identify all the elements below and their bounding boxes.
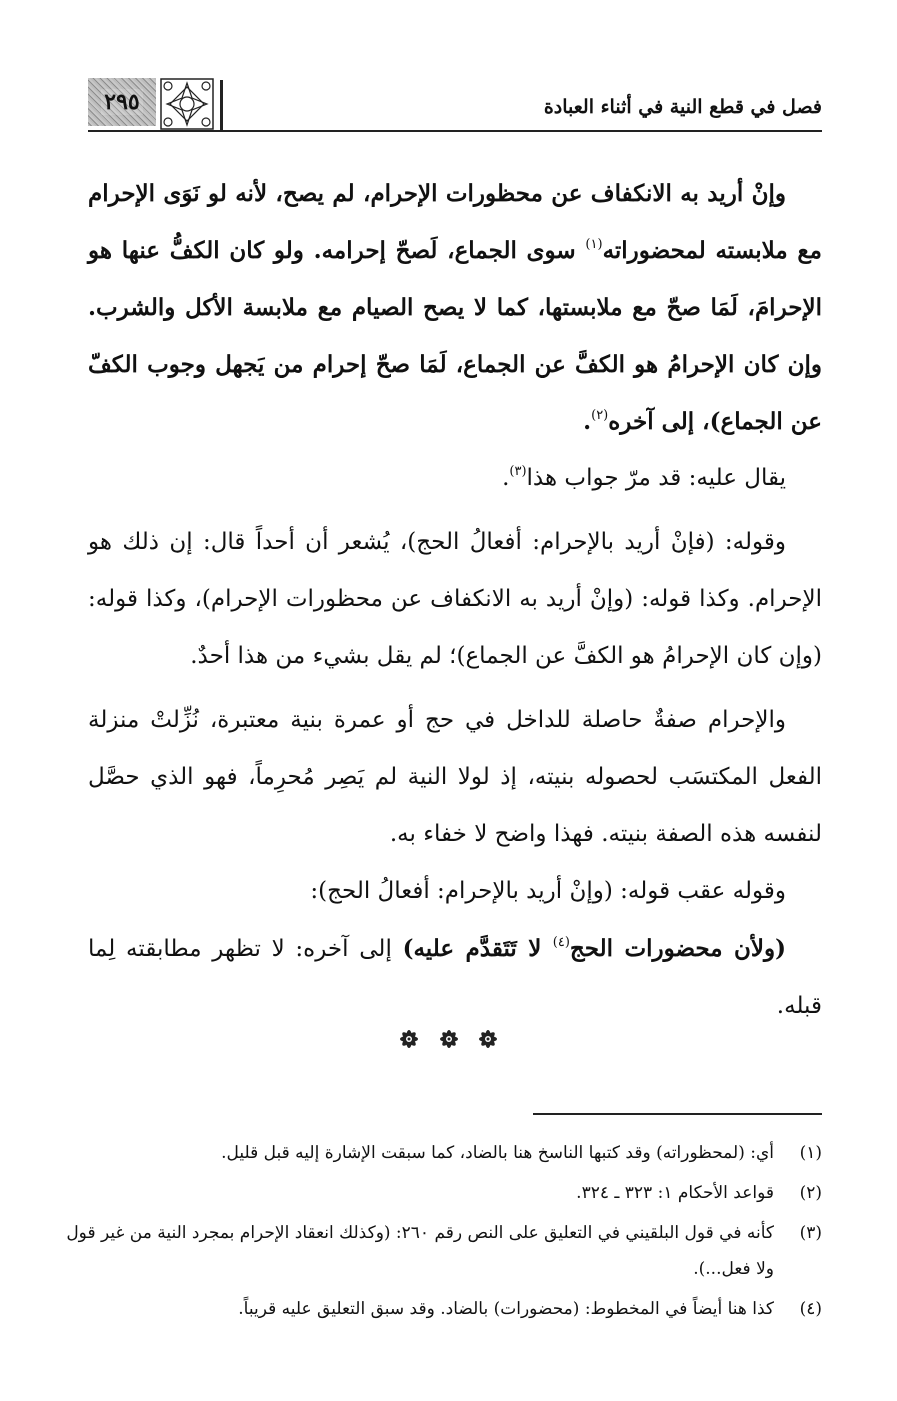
paragraph-1-part-c: .: [583, 408, 592, 435]
running-header: [88, 78, 822, 132]
paragraph-5: وقوله عقب قوله: (وإنْ أريد بالإحرام: أفعالُ الحج):: [310, 878, 786, 904]
paragraph-6-quote-a: (ولأن محضورات الحج: [569, 935, 787, 962]
paragraph-1-part-b: سوى الجماع، لَصحّ إحرامه. ولو كان الكفُّ عنها هو الإحرامَ، لَمَا صحّ مع ملابستها، كما لا يصح الصيام مع ملابسة الأكل والشرب. وإن كان الإحرامُ هو الكفَّ عن الجماع، لَمَا صحّ إحرام من يَجهل وجوب الكفّ عن الجماع)، إلى آخره: [88, 237, 822, 435]
footnote-4: [60, 1291, 822, 1327]
main-text: [88, 165, 822, 1035]
page-number: ٢٩٥: [101, 89, 142, 115]
paragraph-1-part-a: وإنْ أريد به الانكفاف عن محظورات الإحرام، لم يصح، لأنه لو نَوَى الإحرام مع ملابسته لمحضوراته: [88, 180, 822, 264]
section-separator: [0, 1026, 897, 1056]
flower-asterism-icon: [436, 1026, 462, 1052]
footnote-3: [60, 1215, 822, 1287]
footnote-rule: [533, 1113, 822, 1115]
paragraph-2-part-b: .: [502, 465, 510, 491]
footnote-number: (٢): [799, 1183, 822, 1203]
footnote-2: [60, 1175, 822, 1211]
flower-asterism-icon: [396, 1026, 422, 1052]
paragraph-2-part-a: يقال عليه: قد مرّ جواب هذا: [526, 465, 786, 491]
paragraph-6-rest: إلى آخره: لا تظهر مطابقته لِما قبله.: [88, 936, 822, 1019]
footnote-number: (٤): [799, 1299, 822, 1319]
footnote-1: [60, 1135, 822, 1171]
arabesque-star-ornament-icon: [160, 78, 214, 130]
footnote-text: قواعد الأحكام ١: ٣٢٣ ـ ٣٢٤.: [576, 1183, 774, 1203]
footnotes: [60, 1135, 822, 1331]
page-number-box: [88, 78, 156, 126]
footnote-number: (١): [799, 1143, 822, 1163]
footnote-text: كأنه في قول البلقيني في التعليق على النص رقم ٢٦٠: (وكذلك انعقاد الإحرام بمجرد النية من غير قول ولا فعل...).: [66, 1223, 774, 1279]
paragraph-1: [88, 165, 822, 450]
paragraph-4: والإحرام صفةٌ حاصلة للداخل في حج أو عمرة بنية معتبرة، نُزِّلتْ منزلة الفعل المكتسَب لحصوله بنيته، إذ لولا النية لم يَصِر مُحرِماً، فهو الذي حصَّل لنفسه هذه الصفة بنيته. فهذا واضح لا خفاء به.: [88, 707, 822, 847]
header-rule: [88, 130, 822, 132]
footnote-ref-2: (٢): [591, 408, 609, 423]
paragraph-6-quote-b: لا تَتَقدَّم عليه): [402, 935, 553, 962]
paragraph-6: [88, 920, 822, 1035]
footnote-ref-3: (٣): [509, 464, 527, 479]
footnote-text: أي: (لمحظوراته) وقد كتبها الناسخ هنا بالضاد، كما سبقت الإشارة إليه قبل قليل.: [221, 1143, 774, 1163]
paragraph-2: [88, 450, 822, 507]
header-divider: [220, 80, 223, 130]
footnote-number: (٣): [799, 1223, 822, 1243]
chapter-title: فصل في قطع النية في أثناء العبادة: [543, 96, 822, 118]
flower-asterism-icon: [475, 1026, 501, 1052]
footnote-text: كذا هنا أيضاً في المخطوط: (محضورات) بالضاد. وقد سبق التعليق عليه قريباً.: [238, 1299, 774, 1319]
footnote-ref-4: (٤): [552, 935, 570, 950]
footnote-ref-1: (١): [585, 237, 603, 252]
paragraph-3: وقوله: (فإنْ أريد بالإحرام: أفعالُ الحج)، يُشعر أن أحداً قال: إن ذلك هو الإحرام. وكذا قوله: (وإنْ أريد به الانكفاف عن محظورات الإحرام)، وكذا قوله: (وإن كان الإحرامُ هو الكفَّ عن الجماع)؛ لم يقل بشيء من هذا أحدٌ.: [88, 529, 822, 669]
